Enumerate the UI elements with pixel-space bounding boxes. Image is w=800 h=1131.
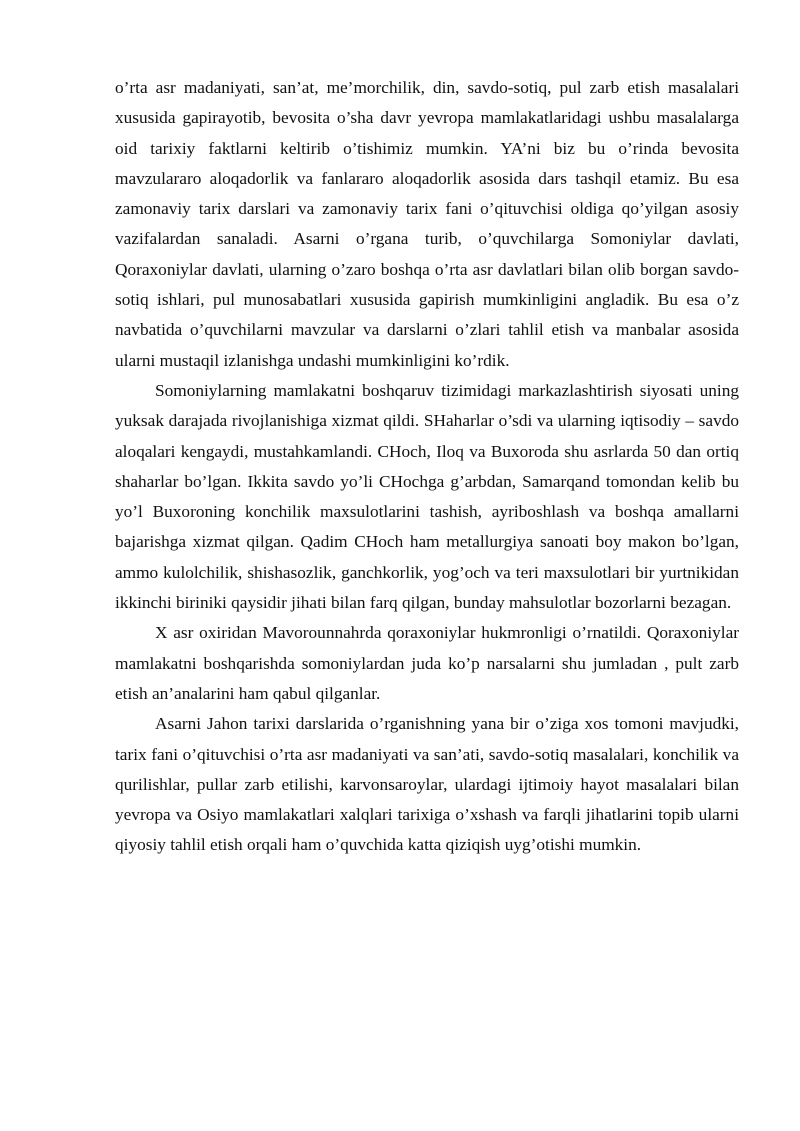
paragraph-jahon-tarixi: Asarni Jahon tarixi darslarida o’rganishning yana bir o’ziga xos tomoni mavjudki, tarix fani o’qituvchisi o’rta asr madaniyati va san’ati, savdo-sotiq masalalari, konchilik va qurilishlar, pullar zarb etilishi, karvonsaroylar, ulardagi ijtimoiy hayot masalalari bilan yevropa va Osiyo mamlakatlari xalqlari tarixiga o’xshash va farqli jihatlarini topib ularni qiyosiy tahlil etish orqali ham o’quvchida katta qiziqish uyg’otishi mumkin. [115, 714, 739, 855]
document-page [115, 73, 739, 861]
paragraph-continuation: o’rta asr madaniyati, san’at, me’morchilik, din, savdo-sotiq, pul zarb etish masalalari xususida gapirayotib, bevosita o’sha davr yevropa mamlakatlaridagi ushbu masalalarga oid tarixiy faktlarni keltirib o’tishimiz mumkin. YA’ni biz bu o’rinda bevosita mavzulararo aloqadorlik va fanlararo aloqadorlik asosida dars tashqil etamiz. Bu esa zamonaviy tarix darslari va zamonaviy tarix fani o’qituvchisi oldiga qo’yilgan asosiy vazifalardan sanaladi. Asarni o’rgana turib, o’quvchilarga Somoniylar davlati, Qoraxoniylar davlati, ularning o’zaro boshqa o’rta asr davlatlari bilan olib borgan savdo-sotiq ishlari, pul munosabatlari xususida gapirish mumkinligini angladik. Bu esa o’z navbatida o’quvchilarni mavzular va darslarni o’zlari tahlil etish va manbalar asosida ularni mustaqil izlanishga undashi mumkinligini ko’rdik. [115, 78, 739, 370]
paragraph-somoniylar: Somoniylarning mamlakatni boshqaruv tizimidagi markazlashtirish siyosati uning yuksak darajada rivojlanishiga xizmat qildi. SHaharlar o’sdi va ularning iqtisodiy – savdo aloqalari kengaydi, mustahkamlandi. CHoch, Iloq va Buxoroda shu asrlarda 50 dan ortiq shaharlar bo’lgan. Ikkita savdo yo’li CHochga g’arbdan, Samarqand tomondan kelib bu yo’l Buxoroning konchilik maxsulotlarini tashish, ayriboshlash va boshqa amallarni bajarishga xizmat qilgan. Qadim CHoch ham metallurgiya sanoati boy makon bo’lgan, ammo kulolchilik, shishasozlik, ganchkorlik, yog’och va teri maxsulotlari bir yurtnikidan ikkinchi biriniki qaysidir jihati bilan farq qilgan, bunday mahsulotlar bozorlarni bezagan. [115, 380, 739, 613]
paragraph-qoraxoniylar: X asr oxiridan Mavorounnahrda qoraxoniylar hukmronligi o’rnatildi. Qoraxoniylar mamlakatni boshqarishda somoniylardan juda ko’p narsalarni shu jumladan , pult zarb etish an’analarini ham qabul qilganlar. [115, 623, 739, 703]
